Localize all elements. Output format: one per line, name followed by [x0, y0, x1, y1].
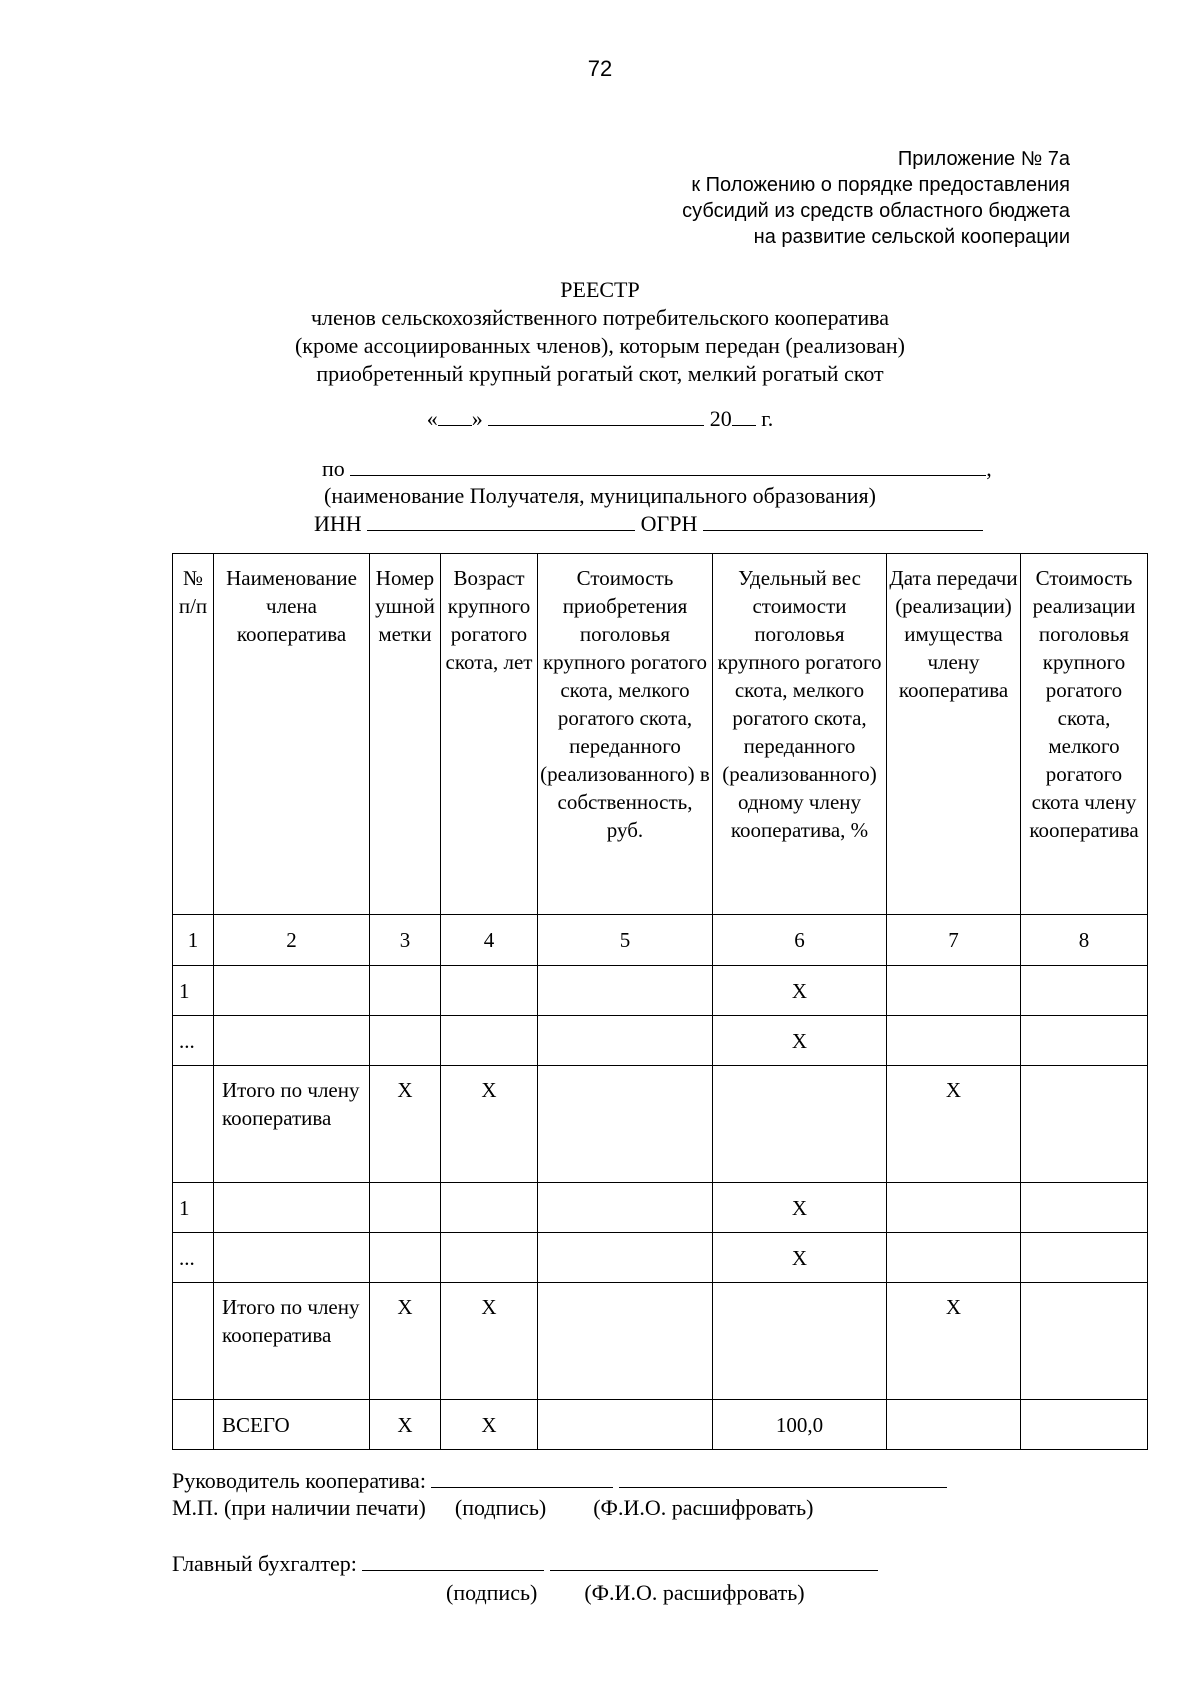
head-sign-hint: (подпись): [454, 1495, 547, 1520]
table-cell[interactable]: [538, 1400, 713, 1450]
column-number-row: [173, 915, 1148, 966]
inn-blank[interactable]: [367, 510, 635, 531]
table-cell[interactable]: [441, 1233, 538, 1283]
table-cell[interactable]: [538, 1183, 713, 1233]
table-cell: 1: [173, 1183, 214, 1233]
table-cell[interactable]: [370, 1183, 441, 1233]
table-cell: Х: [887, 1283, 1021, 1400]
table-cell[interactable]: [1021, 966, 1148, 1016]
accountant-signature-hints: [446, 1580, 805, 1606]
year-blank[interactable]: [732, 405, 756, 426]
head-signature-hints: [172, 1495, 813, 1521]
table-cell: Х: [713, 1233, 887, 1283]
column-number-cell: 4: [441, 915, 538, 966]
head-name-blank[interactable]: [619, 1467, 947, 1488]
registry-table: [172, 553, 1148, 1450]
table-row: [173, 1183, 1148, 1233]
table-cell[interactable]: [1021, 1183, 1148, 1233]
table-cell: 1: [173, 966, 214, 1016]
day-blank[interactable]: [438, 405, 472, 426]
appendix-reference: [682, 146, 1070, 250]
header-cell: Стоимость реализации поголовья крупного рогатого скота, мелкого рогатого скота члену кооператива: [1021, 554, 1148, 915]
table-cell[interactable]: [1021, 1283, 1148, 1400]
table-cell[interactable]: [214, 1183, 370, 1233]
header-cell: Дата передачи (реализации) имущества члену кооператива: [887, 554, 1021, 915]
header-row: [173, 554, 1148, 915]
accountant-sign-hint: (подпись): [446, 1580, 538, 1605]
title-line-1: РЕЕСТР: [560, 277, 640, 302]
date-line: [0, 405, 1200, 432]
table-cell: Х: [370, 1283, 441, 1400]
table-cell: [173, 1066, 214, 1183]
table-cell[interactable]: [441, 1016, 538, 1066]
recipient-line: [322, 455, 992, 482]
appendix-line-3: субсидий из средств областного бюджета: [682, 200, 1070, 222]
year-prefix: 20: [709, 406, 732, 431]
table-cell[interactable]: [538, 966, 713, 1016]
column-number-cell: 5: [538, 915, 713, 966]
table-cell[interactable]: [441, 1183, 538, 1233]
appendix-line-1: Приложение № 7а: [897, 148, 1070, 170]
ogrn-label: ОГРН: [640, 511, 698, 536]
table-cell[interactable]: [1021, 1400, 1148, 1450]
table-cell: Х: [713, 966, 887, 1016]
table-cell[interactable]: [887, 1400, 1021, 1450]
accountant-label: Главный бухгалтер:: [172, 1551, 357, 1576]
table-cell[interactable]: [538, 1233, 713, 1283]
table-cell: ...: [173, 1233, 214, 1283]
table-cell: ВСЕГО: [214, 1400, 370, 1450]
table-cell: Х: [441, 1283, 538, 1400]
document-title: [0, 276, 1200, 388]
accountant-name-hint: (Ф.И.О. расшифровать): [584, 1580, 805, 1605]
table-cell[interactable]: [1021, 1233, 1148, 1283]
head-name-hint: (Ф.И.О. расшифровать): [593, 1495, 814, 1520]
header-cell: Стоимость приобретения поголовья крупного рогатого скота, мелкого рогатого скота, переданного (реализованного) в собственность, руб.: [538, 554, 713, 915]
recipient-prefix: по: [322, 456, 345, 481]
head-label: Руководитель кооператива:: [172, 1468, 426, 1493]
appendix-line-2: к Положению о порядке предоставления: [691, 174, 1070, 196]
table-cell[interactable]: [214, 1233, 370, 1283]
ids-line: [314, 510, 983, 537]
table-cell: Х: [370, 1066, 441, 1183]
head-signature-line: [172, 1467, 947, 1495]
title-line-4: приобретенный крупный рогатый скот, мелкий рогатый скот: [316, 361, 884, 386]
recipient-hint: (наименование Получателя, муниципального образования): [324, 483, 876, 508]
ogrn-blank[interactable]: [703, 510, 983, 531]
table-cell[interactable]: [1021, 1016, 1148, 1066]
table-row: [173, 966, 1148, 1016]
table-cell[interactable]: [1021, 1066, 1148, 1183]
table-cell: Итого по члену кооператива: [214, 1283, 370, 1400]
recipient-suffix: ,: [986, 456, 992, 481]
header-cell: Удельный вес стоимости поголовья крупного рогатого скота, мелкого рогатого скота, переданного (реализованного) одному члену кооператива, %: [713, 554, 887, 915]
table-cell: [173, 1283, 214, 1400]
header-cell: Наименование члена кооператива: [214, 554, 370, 915]
page-number: 72: [587, 56, 613, 81]
table-cell[interactable]: [713, 1066, 887, 1183]
column-number-cell: 7: [887, 915, 1021, 966]
accountant-signature-line: [172, 1550, 878, 1577]
table-cell: Х: [887, 1066, 1021, 1183]
stamp-note: М.П. (при наличии печати): [172, 1495, 426, 1520]
month-blank[interactable]: [488, 405, 704, 426]
table-cell[interactable]: [887, 1016, 1021, 1066]
table-cell[interactable]: [370, 1016, 441, 1066]
table-cell[interactable]: [887, 1183, 1021, 1233]
table-cell: ...: [173, 1016, 214, 1066]
table-cell[interactable]: [370, 1233, 441, 1283]
table-cell[interactable]: [214, 966, 370, 1016]
table-cell[interactable]: [713, 1283, 887, 1400]
table-cell[interactable]: [538, 1066, 713, 1183]
column-number-cell: 1: [173, 915, 214, 966]
table-cell: Х: [713, 1016, 887, 1066]
table-cell: Итого по члену кооператива: [214, 1066, 370, 1183]
table-cell[interactable]: [214, 1016, 370, 1066]
accountant-signature-blank[interactable]: [362, 1550, 544, 1571]
title-line-3: (кроме ассоциированных членов), которым передан (реализован): [294, 333, 906, 358]
table-row: [173, 1233, 1148, 1283]
appendix-line-4: на развитие сельской кооперации: [753, 226, 1070, 248]
header-cell: № п/п: [173, 554, 214, 915]
inn-label: ИНН: [314, 511, 362, 536]
table-cell[interactable]: [887, 966, 1021, 1016]
date-close-quote: »: [471, 406, 483, 431]
head-signature-blank[interactable]: [431, 1467, 613, 1488]
table-cell: Х: [441, 1066, 538, 1183]
table-cell: Х: [441, 1400, 538, 1450]
table-cell[interactable]: [370, 966, 441, 1016]
table-cell[interactable]: [441, 966, 538, 1016]
accountant-name-blank[interactable]: [550, 1550, 878, 1571]
table-cell: 100,0: [713, 1400, 887, 1450]
title-line-2: членов сельскохозяйственного потребительского кооператива: [310, 305, 890, 330]
column-number-cell: 6: [713, 915, 887, 966]
table-cell[interactable]: [887, 1233, 1021, 1283]
table-cell[interactable]: [538, 1283, 713, 1400]
column-number-cell: 3: [370, 915, 441, 966]
table-row: [173, 1016, 1148, 1066]
table-cell: Х: [370, 1400, 441, 1450]
column-number-cell: 8: [1021, 915, 1148, 966]
member-total-row: [173, 1066, 1148, 1183]
grand-total-row: [173, 1400, 1148, 1450]
member-total-row: [173, 1283, 1148, 1400]
header-cell: Номер ушной метки: [370, 554, 441, 915]
header-cell: Возраст крупного рогатого скота, лет: [441, 554, 538, 915]
table-cell: [173, 1400, 214, 1450]
table-cell: Х: [713, 1183, 887, 1233]
year-suffix: г.: [761, 406, 774, 431]
date-open-quote: «: [426, 406, 438, 431]
table-cell[interactable]: [538, 1016, 713, 1066]
column-number-cell: 2: [214, 915, 370, 966]
recipient-blank[interactable]: [350, 455, 986, 476]
